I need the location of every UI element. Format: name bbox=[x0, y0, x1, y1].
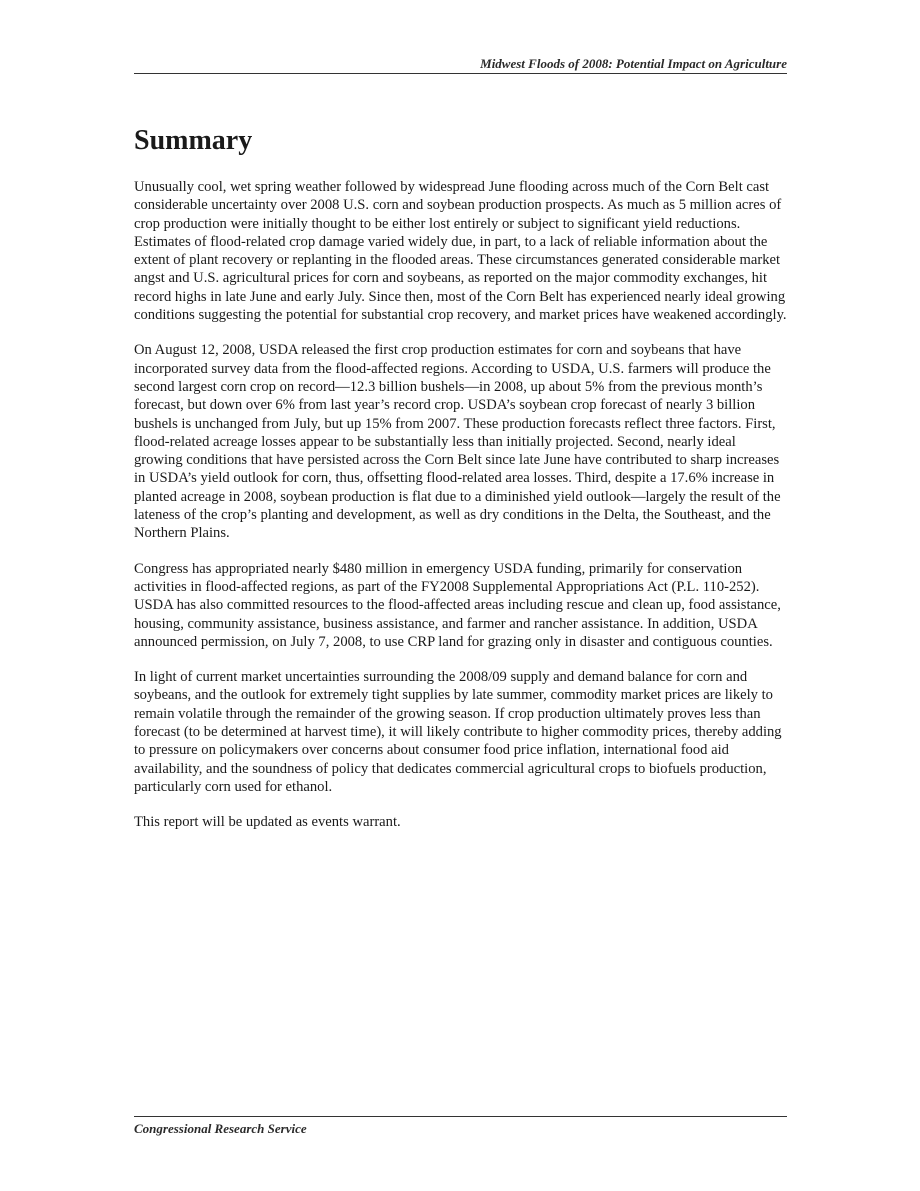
running-header: Midwest Floods of 2008: Potential Impact on Agriculture bbox=[480, 56, 787, 71]
paragraph-4: In light of current market uncertainties surrounding the 2008/09 supply and demand balance for corn and soybeans, and the outlook for extremely tight supplies by late summer, commodity market prices are likely to remain volatile through the remainder of the growing season. If crop production ultimately proves less than forecast (to be determined at harvest time), it will likely contribute to higher commodity prices, thereby adding to pressure on policymakers over concerns about consumer food price inflation, international food aid availability, and the soundness of policy that dedicates commercial agricultural crops to biofuels production, particularly corn used for ethanol. bbox=[134, 669, 782, 795]
paragraph-1: Unusually cool, wet spring weather followed by widespread June flooding across much of the Corn Belt cast considerable uncertainty over 2008 U.S. corn and soybean production prospects. As much as 5 million acres of crop production were initially thought to be either lost entirely or subject to significant yield reductions. Estimates of flood-related crop damage varied widely due, in part, to a lack of reliable information about the extent of plant recovery or replanting in the flooded areas. These circumstances generated considerable market angst and U.S. agricultural prices for corn and soybeans, as reported on the major commodity exchanges, hit record highs in late June and early July. Since then, most of the Corn Belt has experienced nearly ideal growing conditions suggesting the potential for substantial crop recovery, and market prices have weakened accordingly. bbox=[134, 179, 787, 324]
footer-rule bbox=[134, 1116, 787, 1117]
page-title: Summary bbox=[134, 125, 253, 156]
paragraph-2: On August 12, 2008, USDA released the first crop production estimates for corn and soybeans that have incorporated survey data from the flood-affected regions. According to USDA, U.S. farmers will produce the second largest corn crop on record—12.3 billion bushels—in 2008, up about 5% from the previous month’s forecast, but down over 6% from last year’s record crop. USDA’s soybean crop forecast of nearly 3 billion bushels is unchanged from July, but up 15% from 2007. These production forecasts reflect three factors. First, flood-related acreage losses appear to be substantially less than initially projected. Second, nearly ideal growing conditions that have persisted across the Corn Belt since late June have contributed to sharp increases in USDA’s yield outlook for corn, thus, offsetting flood-related area losses. Third, despite a 17.6% increase in planted acreage in 2008, soybean production is flat due to a diminished yield outlook—largely the result of the lateness of the crop’s planting and development, as well as dry conditions in the Delta, the Southeast, and the Northern Plains. bbox=[134, 342, 781, 542]
paragraph-5: This report will be updated as events warrant. bbox=[134, 814, 401, 831]
summary-section bbox=[134, 122, 787, 849]
running-footer: Congressional Research Service bbox=[134, 1121, 307, 1136]
paragraph-3: Congress has appropriated nearly $480 million in emergency USDA funding, primarily for conservation activities in flood-affected regions, as part of the FY2008 Supplemental Appropriations Act (P.L. 110-252). USDA has also committed resources to the flood-affected areas including rescue and clean up, food assistance, housing, community assistance, business assistance, and farmer and rancher assistance. In addition, USDA announced permission, on July 7, 2008, to use CRP land for grazing only in disaster and contiguous counties. bbox=[134, 560, 781, 650]
header-rule bbox=[134, 73, 787, 74]
